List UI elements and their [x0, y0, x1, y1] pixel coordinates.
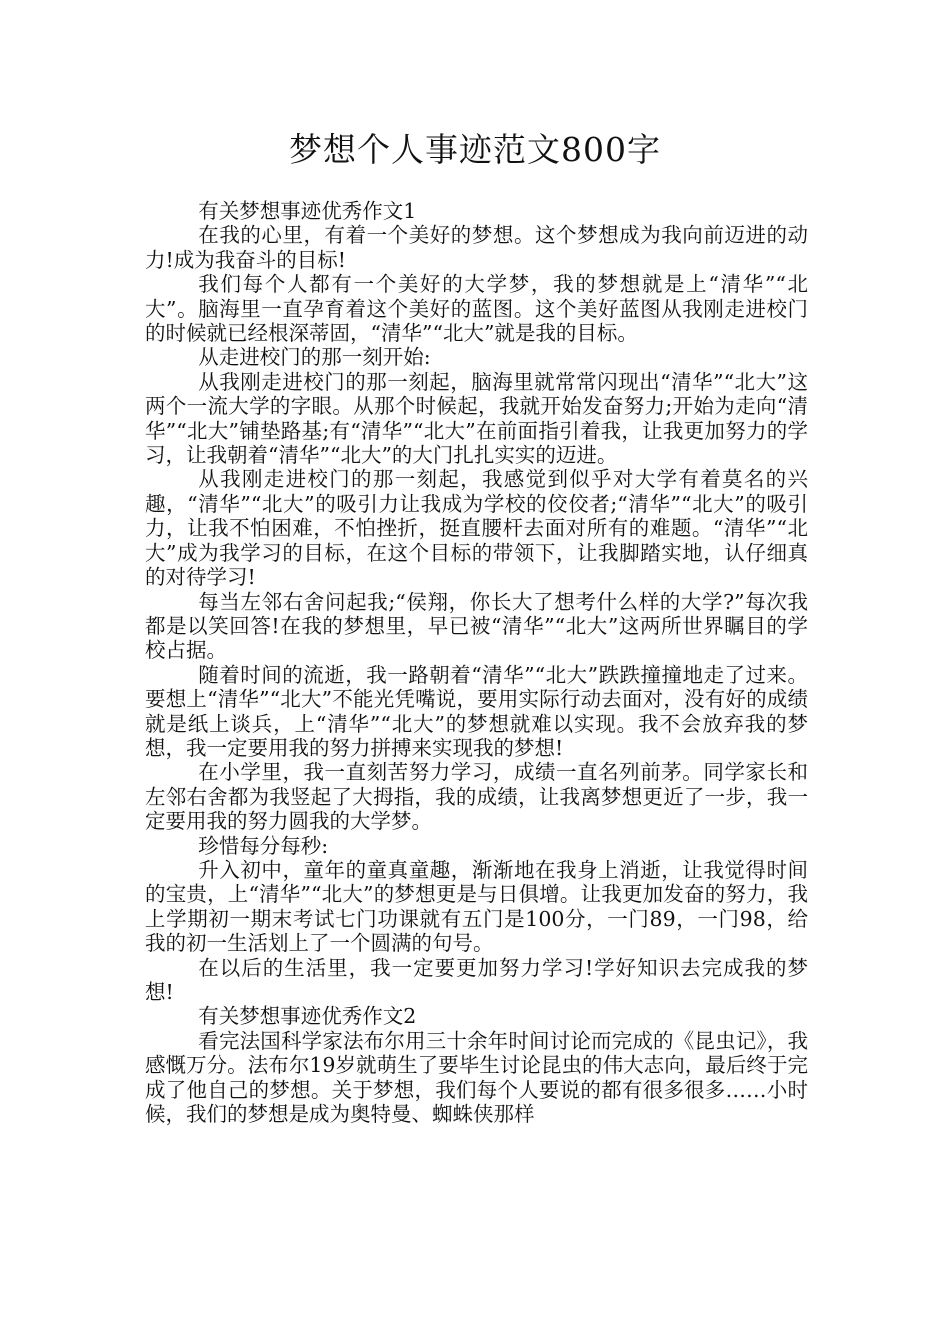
paragraph: 在以后的生活里，我一定要更加努力学习!学好知识去完成我的梦想!: [145, 955, 808, 1004]
paragraph: 看完法国科学家法布尔用三十余年时间讨论而完成的《昆虫记》，我感慨万分。法布尔19岁就萌生了要毕生讨论昆虫的伟大志向，最后终于完成了他自己的梦想。关于梦想，我们每个人要说的都有很多很多……小时候，我们的梦想是成为奥特曼、蜘蛛侠那样: [145, 1028, 808, 1127]
paragraph-subheading: 从走进校门的那一刻开始:: [198, 345, 431, 370]
paragraph: 我们每个人都有一个美好的大学梦，我的梦想就是上“清华”“北大”。脑海里一直孕育着这个美好的蓝图。这个美好蓝图从我刚走进校门的时候就已经根深蒂固，“清华”“北大”就是我的目标。: [145, 272, 808, 346]
paragraph: 随着时间的流逝，我一路朝着“清华”“北大”跌跌撞撞地走了过来。要想上“清华”“北大”不能光凭嘴说，要用实际行动去面对，没有好的成绩就是纸上谈兵，上“清华”“北大”的梦想就难以实现。我不会放弃我的梦想，我一定要用我的努力拼搏来实现我的梦想!: [145, 662, 808, 760]
paragraph: 在我的心里，有着一个美好的梦想。这个梦想成为我向前迈进的动力!成为我奋斗的目标!: [145, 223, 808, 272]
paragraph: 每当左邻右舍问起我;“侯翔，你长大了想考什么样的大学?”每次我都是以笑回答!在我的梦想里，早已被“清华”“北大”这两所世界瞩目的学校占据。: [145, 589, 808, 663]
paragraph: 从我刚走进校门的那一刻起，脑海里就常常闪现出“清华”“北大”这两个一流大学的字眼。从那个时候起，我就开始发奋努力;开始为走向“清华”“北大”铺垫路基;有“清华”“北大”在前面指引着我，让我更加努力的学习，让我朝着“清华”“北大”的大门扎扎实实的迈进。: [145, 369, 808, 468]
paragraph: 升入初中，童年的童真童趣，渐渐地在我身上消逝，让我觉得时间的宝贵，上“清华”“北大”的梦想更是与日俱增。让我更加发奋的努力，我上学期初一期末考试七门功课就有五门是100分，一门89，一门98，给我的初一生活划上了一个圆满的句号。: [145, 857, 808, 956]
paragraph: 从我刚走进校门的那一刻起，我感觉到似乎对大学有着莫名的兴趣，“清华”“北大”的吸引力让我成为学校的佼佼者;“清华”“北大”的吸引力，让我不怕困难，不怕挫折，挺直腰杆去面对所有的难题。“清华”“北大”成为我学习的目标，在这个目标的带领下，让我脚踏实地，认仔细真的对待学习!: [145, 467, 808, 590]
paragraph-subheading: 珍惜每分每秒:: [198, 833, 329, 858]
paragraph: 在小学里，我一直刻苦努力学习，成绩一直名列前茅。同学家长和左邻右舍都为我竖起了大拇指，我的成绩，让我离梦想更近了一步，我一定要用我的努力圆我的大学梦。: [145, 760, 808, 834]
document-title: 梦想个人事迹范文800字: [289, 130, 661, 169]
paragraph-heading-essay-2: 有关梦想事迹优秀作文2: [198, 1004, 417, 1029]
paragraph-heading-essay-1: 有关梦想事迹优秀作文1: [198, 199, 417, 223]
document-body: [145, 199, 808, 1126]
